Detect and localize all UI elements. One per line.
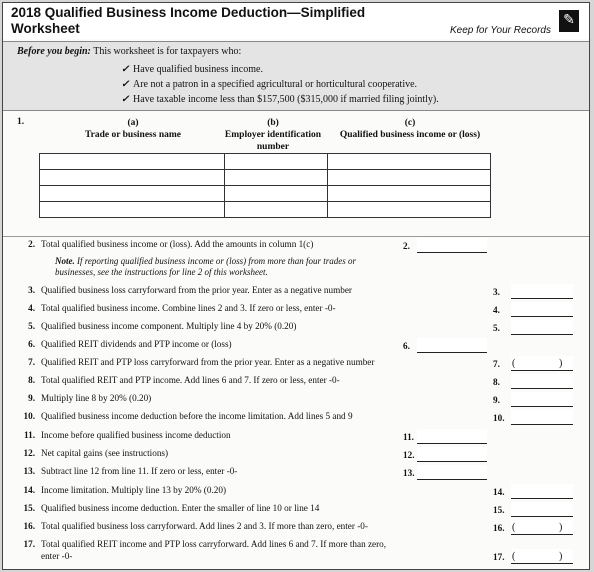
line-number: 3. bbox=[28, 285, 35, 295]
line-reference: 5. bbox=[493, 323, 500, 333]
line-description: Qualified business loss carryforward from the prior year. Enter as a negative number bbox=[41, 285, 352, 295]
line-description: Total qualified business loss carryforward. Add lines 2 and 3. If more than zero, enter -0- bbox=[41, 521, 368, 531]
amount-entry-box[interactable] bbox=[511, 549, 573, 564]
line-description: Subtract line 12 from line 11. If zero or less, enter -0- bbox=[41, 466, 238, 476]
amount-entry-box[interactable] bbox=[511, 392, 573, 407]
amount-entry-box[interactable] bbox=[511, 302, 573, 317]
line-number: 9. bbox=[28, 393, 35, 403]
table-row bbox=[40, 154, 491, 170]
open-paren: ( bbox=[512, 522, 516, 533]
line-number: 15. bbox=[23, 503, 35, 513]
table-row bbox=[40, 170, 491, 186]
worksheet-line bbox=[3, 521, 589, 537]
column-c-header: (c) Qualified business income or (loss) bbox=[339, 118, 481, 140]
line-number: 17. bbox=[23, 539, 35, 549]
checkmark-icon: ✓ bbox=[121, 64, 130, 75]
checklist-item: ✓ Have qualified business income. bbox=[121, 64, 263, 75]
ein-cell[interactable] bbox=[225, 170, 328, 186]
business-name-cell[interactable] bbox=[40, 202, 225, 218]
worksheet-line bbox=[3, 285, 589, 301]
amount-entry-box[interactable] bbox=[511, 484, 573, 499]
line-reference: 11. bbox=[403, 432, 414, 442]
column-a-header: (a) Trade or business name bbox=[85, 118, 181, 140]
line-number: 4. bbox=[28, 303, 35, 313]
line-number: 14. bbox=[23, 485, 35, 495]
before-you-begin-panel bbox=[3, 41, 589, 111]
qbi-cell[interactable] bbox=[328, 186, 491, 202]
amount-entry-box[interactable] bbox=[511, 410, 573, 425]
line-reference: 14. bbox=[493, 487, 505, 497]
checklist-item: ✓ Are not a patron in a specified agricultural or horticultural cooperative. bbox=[121, 79, 418, 90]
amount-entry-box[interactable] bbox=[511, 520, 573, 535]
checkmark-icon: ✓ bbox=[121, 79, 130, 90]
amount-entry-box[interactable] bbox=[511, 502, 573, 517]
line-number: 2. bbox=[28, 239, 35, 249]
line-reference: 16. bbox=[493, 523, 505, 533]
line-reference: 8. bbox=[493, 377, 500, 387]
line-number: 7. bbox=[28, 357, 35, 367]
worksheet-title: 2018 Qualified Business Income Deduction—Simplified Worksheet bbox=[11, 5, 366, 36]
worksheet-header bbox=[3, 3, 589, 39]
worksheet-line bbox=[3, 466, 589, 482]
close-paren: ) bbox=[559, 551, 563, 562]
line-reference: 10. bbox=[493, 413, 505, 423]
ein-cell[interactable] bbox=[225, 202, 328, 218]
worksheet-line bbox=[3, 539, 589, 562]
business-table bbox=[39, 153, 491, 218]
amount-entry-box[interactable] bbox=[417, 447, 487, 462]
before-intro: This worksheet is for taxpayers who: bbox=[93, 46, 242, 57]
line-description: Total qualified REIT income and PTP loss carryforward. Add lines 6 and 7. If more than zero, bbox=[41, 539, 387, 549]
close-paren: ) bbox=[559, 358, 563, 369]
worksheet-line bbox=[3, 448, 589, 464]
line-description: Qualified REIT dividends and PTP income or (loss) bbox=[41, 339, 232, 349]
close-paren: ) bbox=[559, 522, 563, 533]
line-reference: 7. bbox=[493, 359, 500, 369]
business-name-cell[interactable] bbox=[40, 186, 225, 202]
amount-entry-box[interactable] bbox=[511, 356, 573, 371]
line-number: 1. bbox=[17, 117, 25, 127]
worksheet-line bbox=[3, 503, 589, 519]
amount-entry-box[interactable] bbox=[417, 238, 487, 253]
table-row bbox=[40, 202, 491, 218]
worksheet-line bbox=[3, 321, 589, 337]
worksheet-line bbox=[3, 485, 589, 501]
column-b-header: (b) Employer identification number bbox=[224, 118, 322, 152]
line-number: 5. bbox=[28, 321, 35, 331]
amount-entry-box[interactable] bbox=[417, 465, 487, 480]
worksheet-line bbox=[3, 303, 589, 319]
qbi-cell[interactable] bbox=[328, 170, 491, 186]
worksheet-page bbox=[2, 2, 590, 570]
line-description: Total qualified business income or (loss). Add the amounts in column 1(c) bbox=[41, 239, 314, 249]
amount-entry-box[interactable] bbox=[417, 338, 487, 353]
business-name-cell[interactable] bbox=[40, 154, 225, 170]
line-description: Qualified REIT and PTP loss carryforward from the prior year. Enter as a negative number bbox=[41, 357, 375, 367]
line-reference: 13. bbox=[403, 468, 415, 478]
line-number: 16. bbox=[23, 521, 35, 531]
line-description: Qualified business income component. Multiply line 4 by 20% (0.20) bbox=[41, 321, 297, 331]
worksheet-line bbox=[3, 411, 589, 427]
line-reference: 15. bbox=[493, 505, 505, 515]
line-description: Total qualified REIT and PTP income. Add lines 6 and 7. If zero or less, enter -0- bbox=[41, 375, 340, 385]
qbi-cell[interactable] bbox=[328, 154, 491, 170]
line-number: 11. bbox=[24, 430, 35, 440]
line-description: Multiply line 8 by 20% (0.20) bbox=[41, 393, 152, 403]
line-description: Qualified business income deduction before the income limitation. Add lines 5 and 9 bbox=[41, 411, 353, 421]
ein-cell[interactable] bbox=[225, 186, 328, 202]
line-description: Total qualified business income. Combine lines 2 and 3. If zero or less, enter -0- bbox=[41, 303, 336, 313]
before-label: Before you begin: bbox=[17, 46, 91, 57]
line-reference: 6. bbox=[403, 341, 410, 351]
line-number: 12. bbox=[23, 448, 35, 458]
line-reference: 9. bbox=[493, 395, 500, 405]
line-2-note: Note. If reporting qualified business income or (loss) from more than four trades or businesses, see the instructions for line 2 of this worksheet. bbox=[55, 256, 356, 277]
line-number: 10. bbox=[23, 411, 35, 421]
line-1-section bbox=[3, 111, 589, 237]
amount-entry-box[interactable] bbox=[417, 429, 487, 444]
worksheet-line bbox=[3, 357, 589, 373]
worksheet-line bbox=[3, 339, 589, 355]
worksheet-line bbox=[3, 430, 589, 446]
line-reference: 12. bbox=[403, 450, 415, 460]
open-paren: ( bbox=[512, 551, 516, 562]
open-paren: ( bbox=[512, 358, 516, 369]
ein-cell[interactable] bbox=[225, 154, 328, 170]
business-name-cell[interactable] bbox=[40, 170, 225, 186]
line-description: Income before qualified business income deduction bbox=[41, 430, 231, 440]
line-reference: 2. bbox=[403, 241, 410, 251]
table-row bbox=[40, 186, 491, 202]
line-description: Income limitation. Multiply line 13 by 20% (0.20) bbox=[41, 485, 227, 495]
line-description-cont: enter -0- bbox=[41, 551, 73, 561]
amount-entry-box[interactable] bbox=[511, 374, 573, 389]
line-description: Qualified business income deduction. Enter the smaller of line 10 or line 14 bbox=[41, 503, 320, 513]
line-description: Net capital gains (see instructions) bbox=[41, 448, 169, 458]
line-reference: 17. bbox=[493, 552, 505, 562]
amount-entry-box[interactable] bbox=[511, 284, 573, 299]
worksheet-line bbox=[3, 239, 589, 255]
keep-records-note: Keep for Your Records bbox=[450, 25, 551, 36]
qbi-cell[interactable] bbox=[328, 202, 491, 218]
line-number: 6. bbox=[28, 339, 35, 349]
checklist-item: ✓ Have taxable income less than $157,500 ($315,000 if married filing jointly). bbox=[121, 94, 439, 105]
line-number: 8. bbox=[28, 375, 35, 385]
line-reference: 3. bbox=[493, 287, 500, 297]
checkmark-icon: ✓ bbox=[121, 94, 130, 105]
worksheet-line bbox=[3, 375, 589, 391]
pen-icon: ✎ bbox=[559, 10, 579, 32]
line-number: 13. bbox=[23, 466, 35, 476]
line-reference: 4. bbox=[493, 305, 500, 315]
worksheet-line bbox=[3, 393, 589, 409]
amount-entry-box[interactable] bbox=[511, 320, 573, 335]
